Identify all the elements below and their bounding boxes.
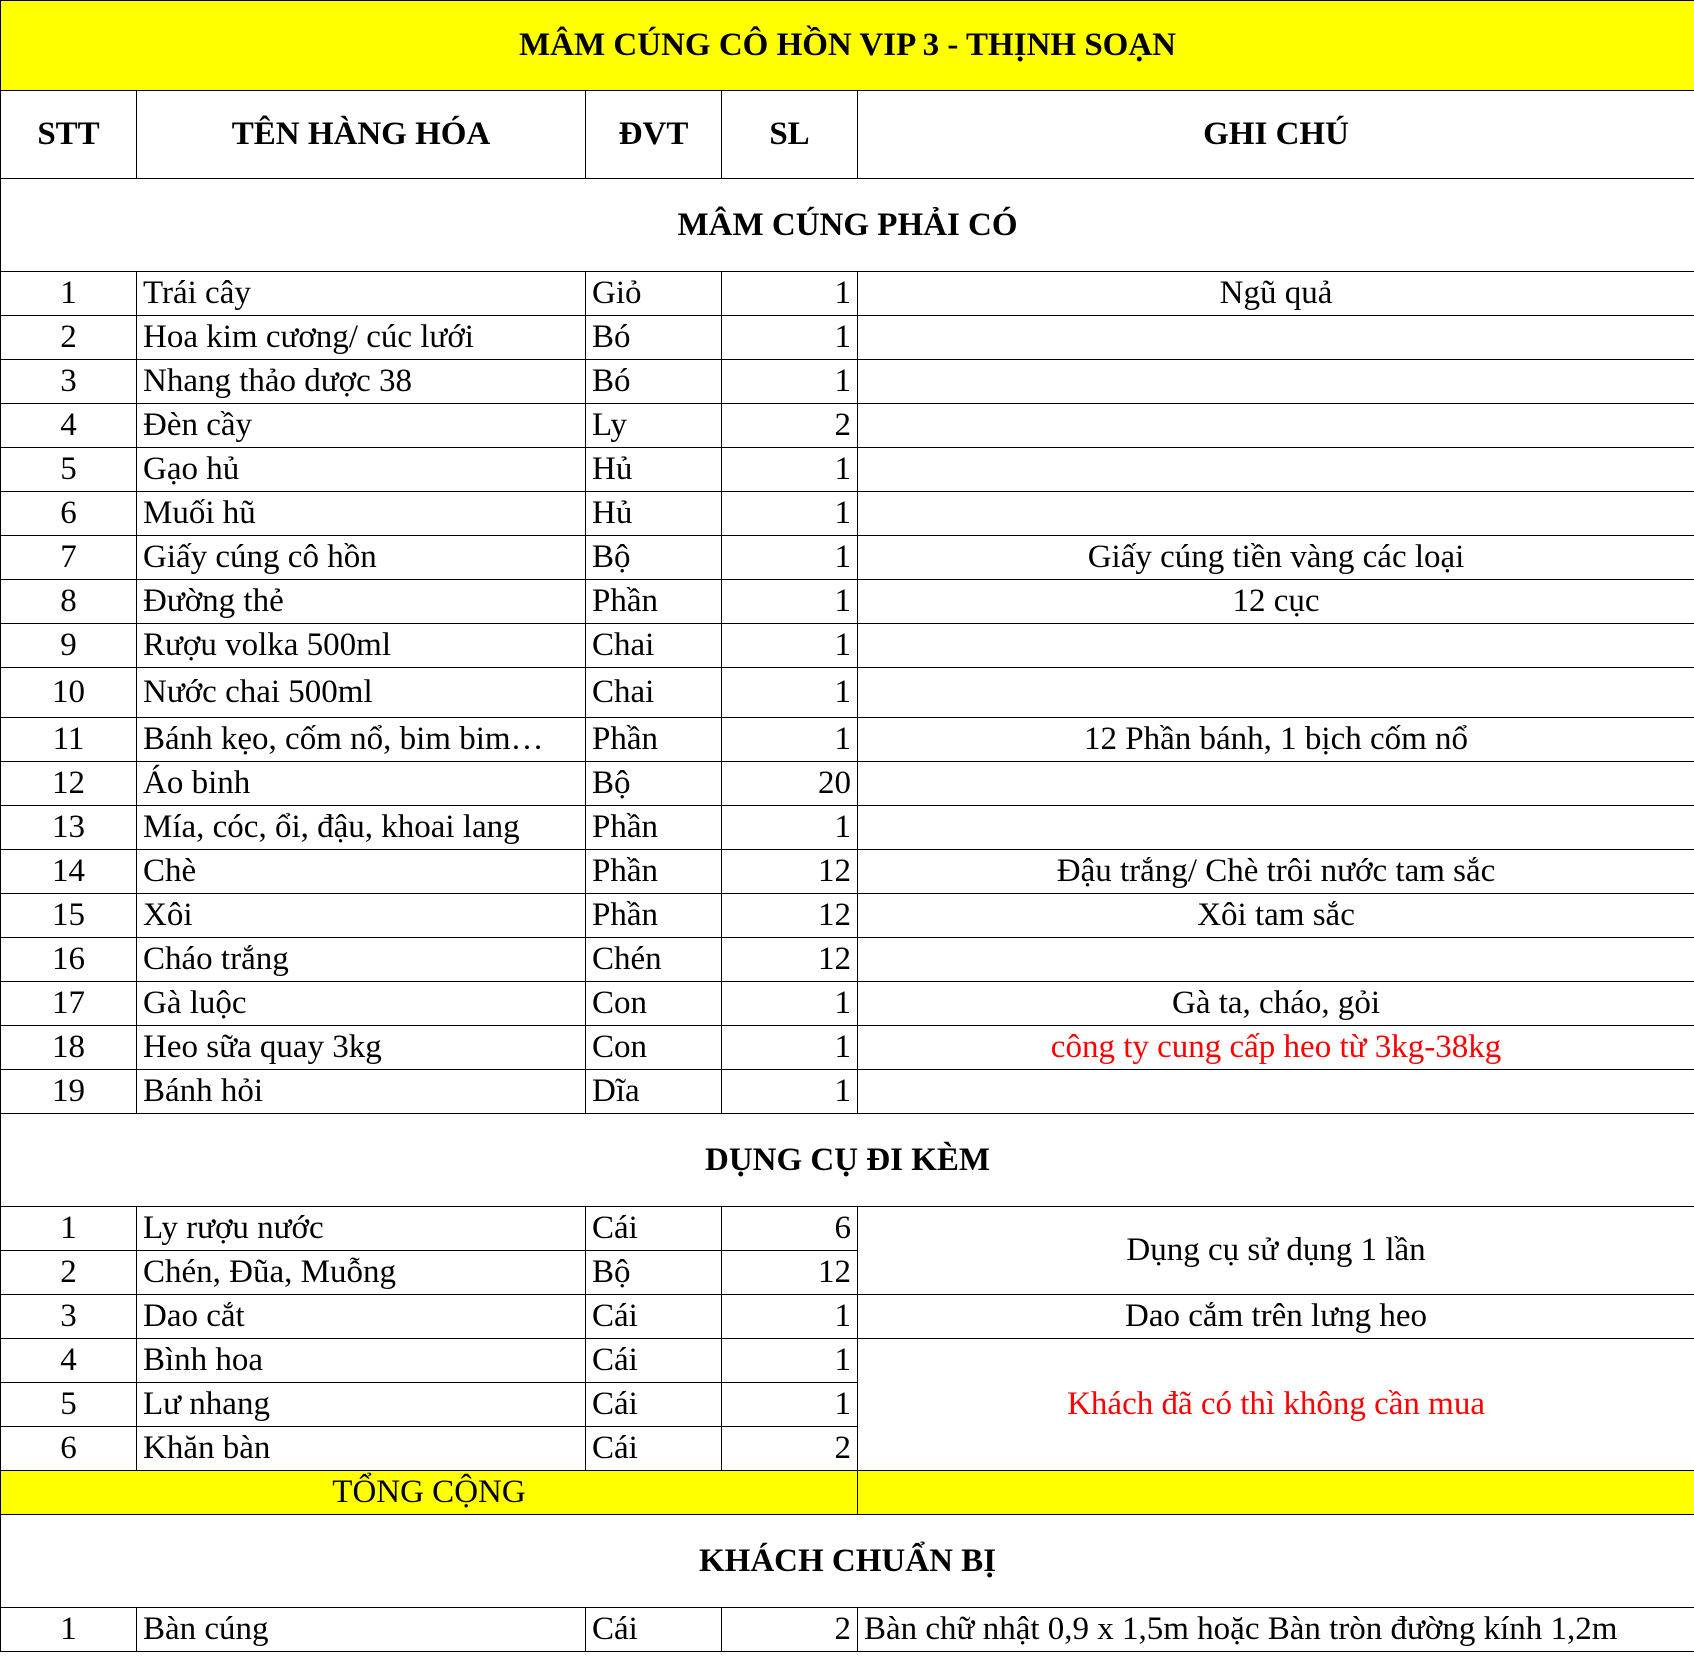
cell-name: Xôi <box>137 894 586 938</box>
cell-unit: Phần <box>586 580 722 624</box>
cell-unit: Phần <box>586 718 722 762</box>
cell-stt: 19 <box>1 1070 137 1114</box>
cell-unit: Cái <box>586 1295 722 1339</box>
cell-name: Trái cây <box>137 272 586 316</box>
cell-unit: Bó <box>586 316 722 360</box>
section-customer-row <box>1 1515 1694 1608</box>
header-unit: ĐVT <box>586 91 722 179</box>
cell-qty: 1 <box>722 448 858 492</box>
cell-unit: Chai <box>586 668 722 718</box>
cell-qty: 1 <box>722 360 858 404</box>
total-row <box>1 1471 1694 1515</box>
cell-unit: Cái <box>586 1339 722 1383</box>
section-customer-title: KHÁCH CHUẨN BỊ <box>1 1515 1694 1608</box>
cell-note-single-use: Dụng cụ sử dụng 1 lần <box>858 1207 1694 1295</box>
cell-stt: 16 <box>1 938 137 982</box>
cell-stt: 4 <box>1 1339 137 1383</box>
section-required-row <box>1 179 1694 272</box>
table-row <box>1 850 1694 894</box>
cell-note: Đậu trắng/ Chè trôi nước tam sắc <box>858 850 1694 894</box>
table-row <box>1 1070 1694 1114</box>
table-row <box>1 1608 1694 1652</box>
cell-stt: 17 <box>1 982 137 1026</box>
cell-name: Bánh hỏi <box>137 1070 586 1114</box>
cell-name: Bàn cúng <box>137 1608 586 1652</box>
cell-name: Bình hoa <box>137 1339 586 1383</box>
cell-qty: 1 <box>722 316 858 360</box>
cell-qty: 6 <box>722 1207 858 1251</box>
cell-unit: Chai <box>586 624 722 668</box>
cell-name: Giấy cúng cô hồn <box>137 536 586 580</box>
cell-unit: Ly <box>586 404 722 448</box>
cell-stt: 1 <box>1 272 137 316</box>
cell-note <box>858 492 1694 536</box>
cell-qty: 1 <box>722 624 858 668</box>
header-note: GHI CHÚ <box>858 91 1694 179</box>
cell-stt: 1 <box>1 1207 137 1251</box>
cell-qty: 1 <box>722 1383 858 1427</box>
table-row <box>1 982 1694 1026</box>
cell-note-optional: Khách đã có thì không cần mua <box>858 1339 1694 1471</box>
cell-stt: 2 <box>1 316 137 360</box>
cell-name: Ly rượu nước <box>137 1207 586 1251</box>
cell-unit: Hủ <box>586 448 722 492</box>
cell-name: Dao cắt <box>137 1295 586 1339</box>
cell-stt: 15 <box>1 894 137 938</box>
cell-name: Lư nhang <box>137 1383 586 1427</box>
cell-qty: 1 <box>722 668 858 718</box>
cell-unit: Bộ <box>586 1251 722 1295</box>
cell-qty: 12 <box>722 1251 858 1295</box>
cell-note: Bàn chữ nhật 0,9 x 1,5m hoặc Bàn tròn đường kính 1,2m <box>858 1608 1694 1652</box>
cell-name: Áo binh <box>137 762 586 806</box>
table-row <box>1 806 1694 850</box>
cell-stt: 7 <box>1 536 137 580</box>
cell-stt: 4 <box>1 404 137 448</box>
cell-stt: 11 <box>1 718 137 762</box>
cell-qty: 12 <box>722 938 858 982</box>
cell-name: Chè <box>137 850 586 894</box>
cell-stt: 6 <box>1 492 137 536</box>
table-row <box>1 536 1694 580</box>
cell-name: Rượu volka 500ml <box>137 624 586 668</box>
cell-note <box>858 1070 1694 1114</box>
cell-unit: Bó <box>586 360 722 404</box>
cell-name: Muối hũ <box>137 492 586 536</box>
cell-note-knife: Dao cắm trên lưng heo <box>858 1295 1694 1339</box>
cell-qty: 1 <box>722 536 858 580</box>
cell-qty: 12 <box>722 894 858 938</box>
table-row <box>1 404 1694 448</box>
cell-name: Chén, Đũa, Muỗng <box>137 1251 586 1295</box>
cell-unit: Cái <box>586 1383 722 1427</box>
cell-unit: Bộ <box>586 762 722 806</box>
cell-qty: 1 <box>722 1339 858 1383</box>
cell-note: Gà ta, cháo, gỏi <box>858 982 1694 1026</box>
required-items <box>1 272 1694 1114</box>
cell-unit: Hủ <box>586 492 722 536</box>
cell-name: Gạo hủ <box>137 448 586 492</box>
cell-unit: Phần <box>586 850 722 894</box>
table-row <box>1 718 1694 762</box>
cell-qty: 1 <box>722 718 858 762</box>
table-row <box>1 624 1694 668</box>
cell-note <box>858 938 1694 982</box>
cell-note: Xôi tam sắc <box>858 894 1694 938</box>
cell-unit: Bộ <box>586 536 722 580</box>
cell-unit: Cái <box>586 1427 722 1471</box>
cell-note <box>858 448 1694 492</box>
cell-qty: 1 <box>722 580 858 624</box>
cell-unit: Cái <box>586 1608 722 1652</box>
cell-note: công ty cung cấp heo từ 3kg-38kg <box>858 1026 1694 1070</box>
cell-note <box>858 624 1694 668</box>
cell-stt: 12 <box>1 762 137 806</box>
header-qty: SL <box>722 91 858 179</box>
table-row <box>1 492 1694 536</box>
cell-unit: Chén <box>586 938 722 982</box>
section-tools-row <box>1 1114 1694 1207</box>
cell-stt: 5 <box>1 1383 137 1427</box>
cell-unit: Con <box>586 982 722 1026</box>
table-row <box>1 580 1694 624</box>
cell-qty: 1 <box>722 1070 858 1114</box>
cell-stt: 5 <box>1 448 137 492</box>
cell-qty: 2 <box>722 1427 858 1471</box>
cell-note <box>858 404 1694 448</box>
cell-stt: 1 <box>1 1608 137 1652</box>
cell-name: Heo sữa quay 3kg <box>137 1026 586 1070</box>
cell-name: Khăn bàn <box>137 1427 586 1471</box>
sheet-title: MÂM CÚNG CÔ HỒN VIP 3 - THỊNH SOẠN <box>1 1 1694 91</box>
cell-stt: 2 <box>1 1251 137 1295</box>
header-stt: STT <box>1 91 137 179</box>
table-row <box>1 1026 1694 1070</box>
cell-note: Ngũ quả <box>858 272 1694 316</box>
cell-qty: 12 <box>722 850 858 894</box>
table-row <box>1 272 1694 316</box>
cell-stt: 10 <box>1 668 137 718</box>
cell-name: Gà luộc <box>137 982 586 1026</box>
cell-stt: 13 <box>1 806 137 850</box>
cell-name: Mía, cóc, ổi, đậu, khoai lang <box>137 806 586 850</box>
cell-qty: 1 <box>722 272 858 316</box>
cell-stt: 8 <box>1 580 137 624</box>
table-row <box>1 316 1694 360</box>
cell-qty: 1 <box>722 1026 858 1070</box>
table-row <box>1 668 1694 718</box>
table-row <box>1 1207 1694 1251</box>
table-row <box>1 894 1694 938</box>
cell-name: Đèn cầy <box>137 404 586 448</box>
cell-qty: 2 <box>722 1608 858 1652</box>
total-label: TỔNG CỘNG <box>1 1471 858 1515</box>
cell-unit: Phần <box>586 806 722 850</box>
cell-note <box>858 316 1694 360</box>
cell-qty: 1 <box>722 982 858 1026</box>
cell-note: Giấy cúng tiền vàng các loại <box>858 536 1694 580</box>
cell-name: Cháo trắng <box>137 938 586 982</box>
cell-unit: Dĩa <box>586 1070 722 1114</box>
cell-qty: 1 <box>722 806 858 850</box>
cell-stt: 9 <box>1 624 137 668</box>
cell-note <box>858 806 1694 850</box>
header-row <box>1 91 1694 179</box>
cell-unit: Con <box>586 1026 722 1070</box>
cell-name: Bánh kẹo, cốm nổ, bim bim… <box>137 718 586 762</box>
header-name: TÊN HÀNG HÓA <box>137 91 586 179</box>
total-value <box>858 1471 1694 1515</box>
cell-qty: 2 <box>722 404 858 448</box>
cell-note: 12 Phần bánh, 1 bịch cốm nổ <box>858 718 1694 762</box>
cell-qty: 20 <box>722 762 858 806</box>
cell-stt: 14 <box>1 850 137 894</box>
section-required-title: MÂM CÚNG PHẢI CÓ <box>1 179 1694 272</box>
table-row <box>1 448 1694 492</box>
title-row <box>1 1 1694 91</box>
cell-note <box>858 762 1694 806</box>
cell-note: 12 cục <box>858 580 1694 624</box>
table-row <box>1 360 1694 404</box>
cell-qty: 1 <box>722 492 858 536</box>
cell-unit: Giỏ <box>586 272 722 316</box>
cell-stt: 18 <box>1 1026 137 1070</box>
table-row <box>1 762 1694 806</box>
cell-note <box>858 360 1694 404</box>
cell-name: Nước chai 500ml <box>137 668 586 718</box>
section-tools-title: DỤNG CỤ ĐI KÈM <box>1 1114 1694 1207</box>
cell-stt: 3 <box>1 1295 137 1339</box>
table-row <box>1 1339 1694 1383</box>
cell-note <box>858 668 1694 718</box>
cell-stt: 6 <box>1 1427 137 1471</box>
table-row <box>1 938 1694 982</box>
cell-unit: Phần <box>586 894 722 938</box>
cell-stt: 3 <box>1 360 137 404</box>
cell-name: Hoa kim cương/ cúc lưới <box>137 316 586 360</box>
cell-name: Đường thẻ <box>137 580 586 624</box>
cell-unit: Cái <box>586 1207 722 1251</box>
cell-name: Nhang thảo dược 38 <box>137 360 586 404</box>
table-row <box>1 1295 1694 1339</box>
cell-qty: 1 <box>722 1295 858 1339</box>
